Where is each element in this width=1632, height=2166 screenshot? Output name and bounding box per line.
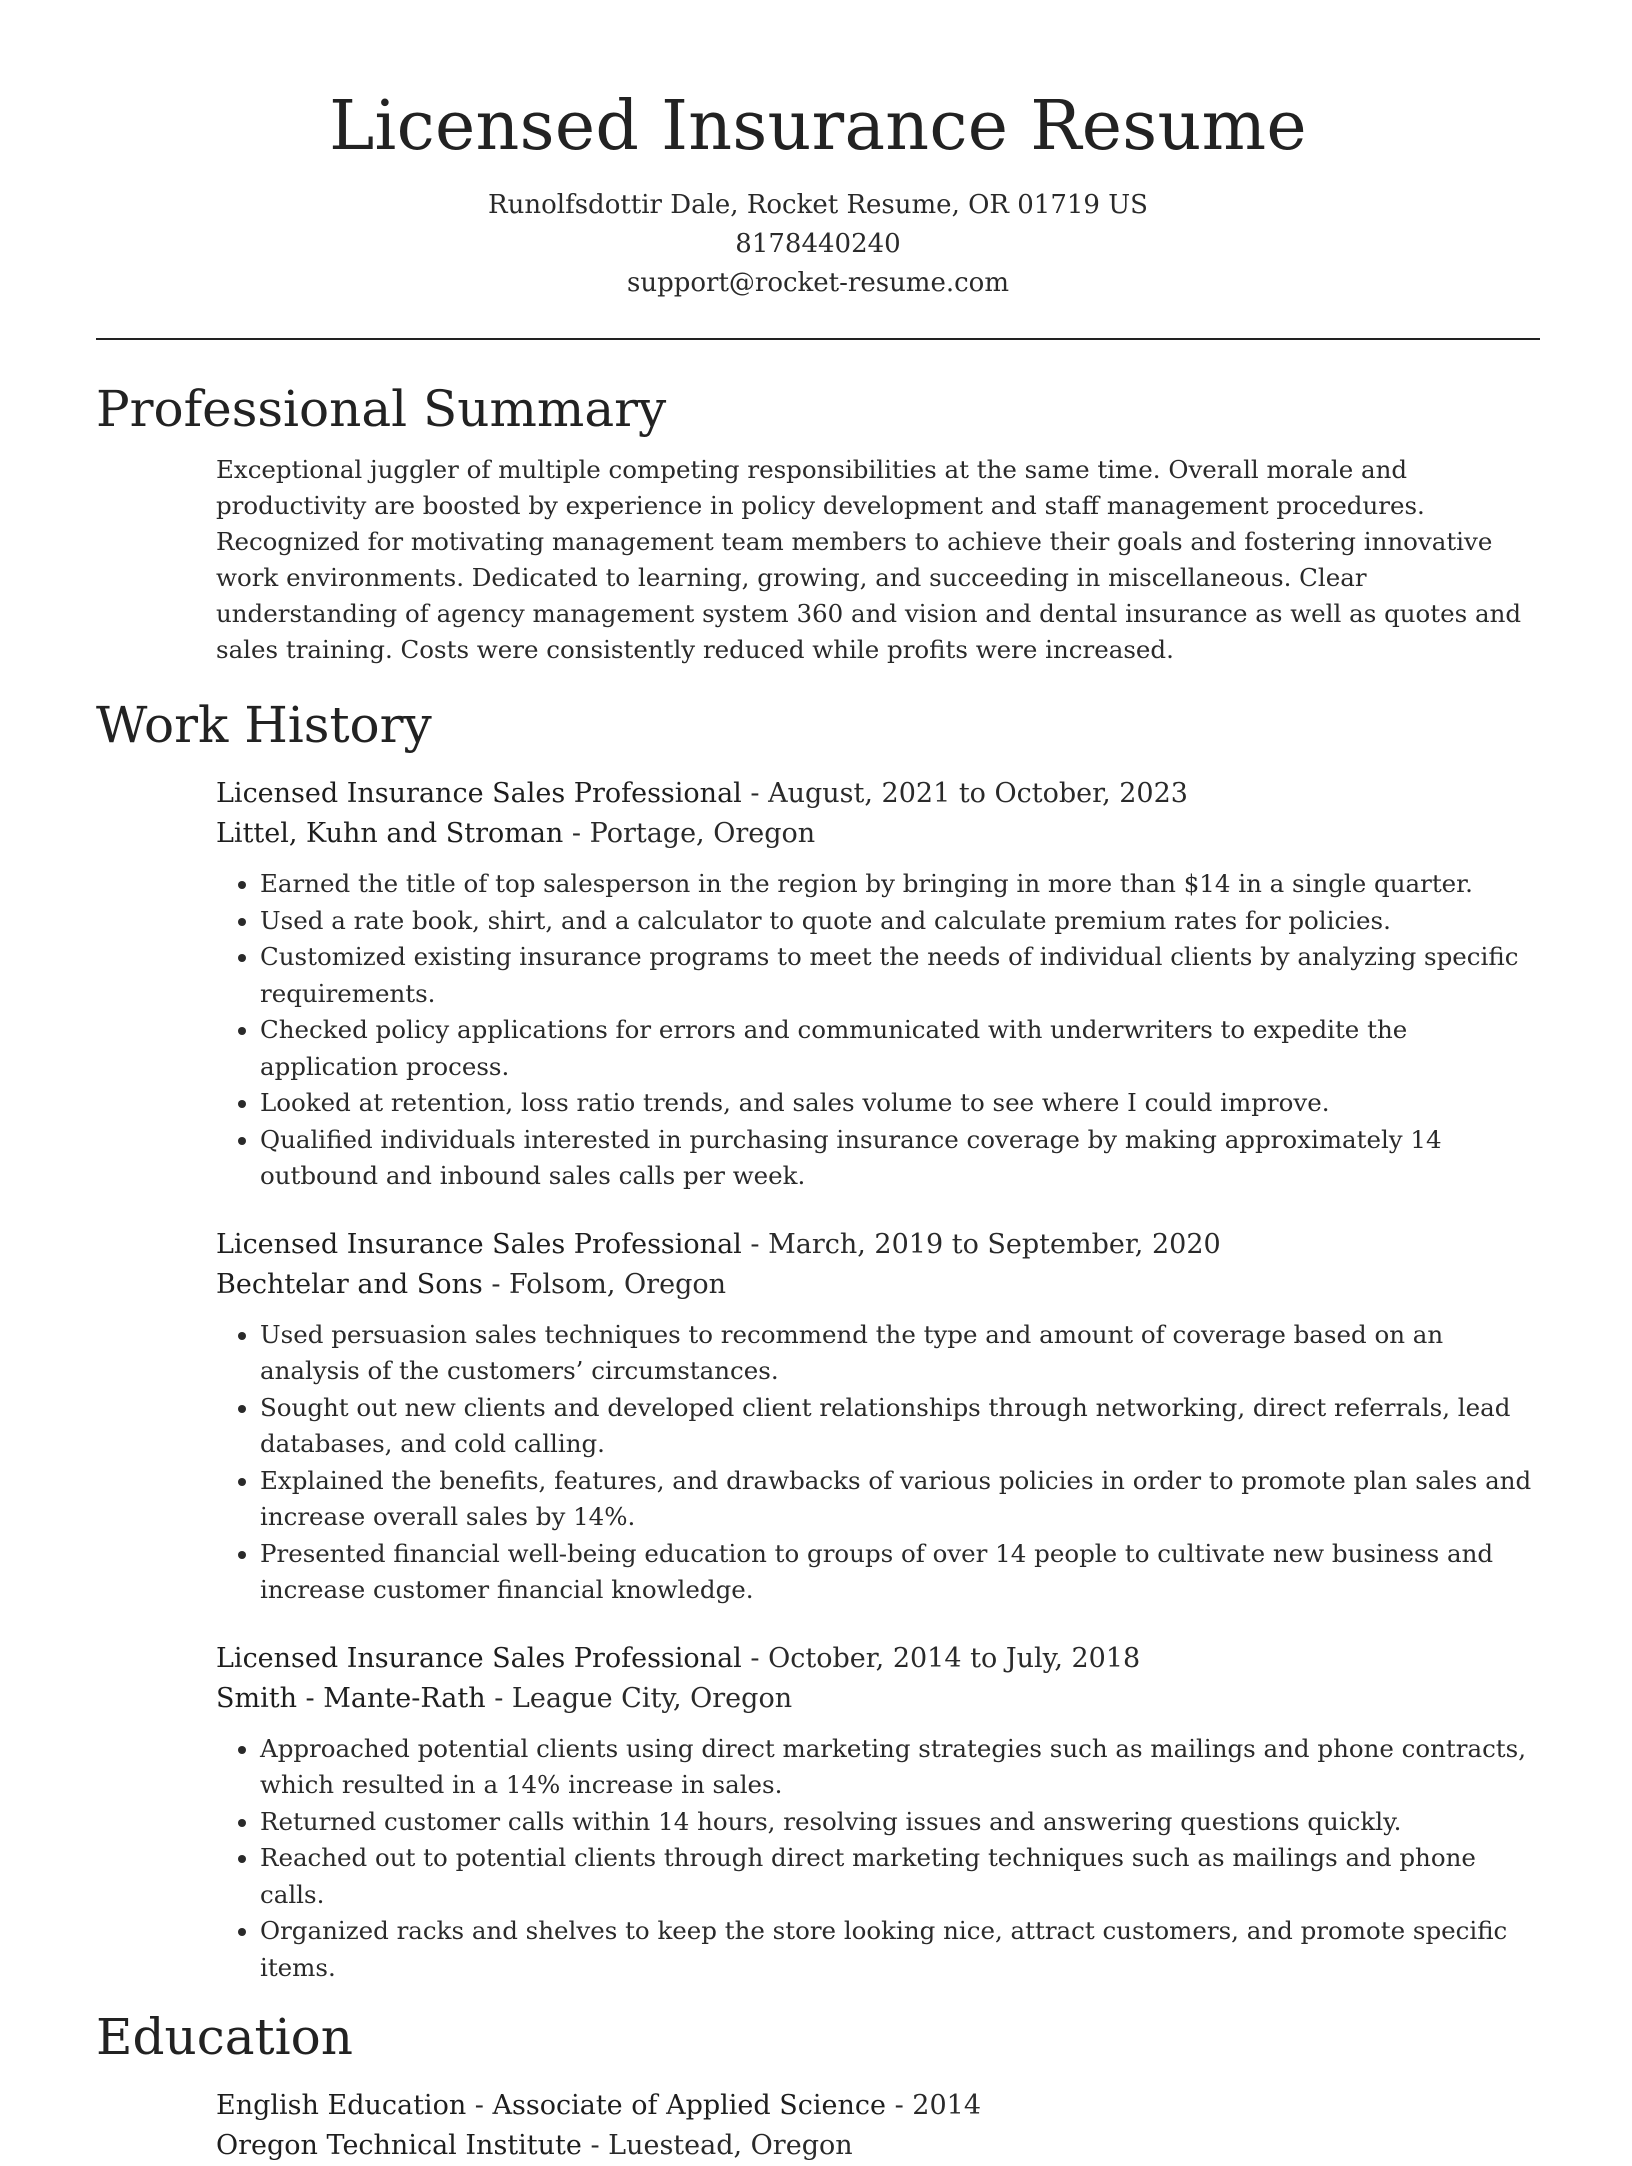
list-item: • Earned the title of top salesperson in the region by bringing in more than $14 in a single quarter. [260, 866, 1540, 903]
job-entry [216, 774, 1540, 1195]
list-item: • Checked policy applications for errors and communicated with underwriters to expedite the application process. [260, 1012, 1540, 1085]
education-separator: - [466, 2090, 493, 2121]
resume-page [96, 0, 1540, 2166]
work-history-heading: Work History [96, 696, 432, 754]
education-location: - Luestead, Oregon [581, 2130, 853, 2161]
job-company: Littel, Kuhn and Stroman [216, 818, 564, 849]
resume-header [96, 0, 1540, 303]
contact-address: Runolfsdottir Dale, Rocket Resume, OR 01719 US [488, 190, 1148, 220]
job-dates: - March, 2019 to September, 2020 [741, 1228, 1221, 1260]
education-degree-line [216, 2086, 1540, 2126]
list-item: • Sought out new clients and developed client relationships through networking, direct referrals, lead databases, and cold calling. [260, 1390, 1540, 1463]
job-bullets [216, 1731, 1540, 1987]
job-location: - League City, Oregon [485, 1682, 793, 1714]
work-history-section [96, 694, 1540, 1986]
job-company-line [216, 814, 1540, 854]
education-section [96, 2006, 1540, 2166]
list-item: • Returned customer calls within 14 hours, resolving issues and answering questions quickly. [260, 1804, 1540, 1841]
contact-email: support@rocket-resume.com [626, 268, 1009, 298]
list-item: • Organized racks and shelves to keep the store looking nice, attract customers, and promote specific items. [260, 1913, 1540, 1986]
job-entry [216, 1639, 1540, 1987]
education-school: Oregon Technical Institute [216, 2130, 582, 2161]
job-company: Smith - Mante-Rath [216, 1682, 486, 1714]
education-degree: Associate of Applied Science [492, 2090, 886, 2121]
job-bullets [216, 866, 1540, 1195]
job-role: Licensed Insurance Sales Professional [216, 1642, 742, 1674]
job-bullets [216, 1317, 1540, 1609]
resume-title: Licensed Insurance Resume [329, 87, 1307, 166]
job-dates: - August, 2021 to October, 2023 [741, 778, 1188, 809]
list-item: • Explained the benefits, features, and drawbacks of various policies in order to promote plan sales and increase overall sales by 14%. [260, 1463, 1540, 1536]
summary-heading: Professional Summary [96, 380, 667, 438]
job-location: - Portage, Oregon [563, 818, 816, 849]
job-role: Licensed Insurance Sales Professional [216, 778, 742, 809]
education-entry [216, 2086, 1540, 2166]
job-role-line [216, 1225, 1540, 1265]
contact-block [96, 186, 1540, 303]
job-company: Bechtelar and Sons [216, 1268, 483, 1300]
job-dates: - October, 2014 to July, 2018 [741, 1642, 1141, 1674]
summary-text: Exceptional juggler of multiple competing responsibilities at the same time. Overall morale and productivity are boosted by experience in policy development and staff management procedures. Recognized for motivating management team members to achieve their goals and fostering innovative work environments. Dedicated to learning, growing, and succeeding in miscellaneous. Clear understanding of agency management system 360 and vision and dental insurance as well as quotes and sales training. Costs were consistently reduced while profits were increased. [216, 455, 1522, 664]
job-role-line [216, 1639, 1540, 1679]
header-divider [96, 338, 1540, 340]
list-item: • Presented financial well-being education to groups of over 14 people to cultivate new business and increase customer financial knowledge. [260, 1536, 1540, 1609]
contact-phone: 8178440240 [735, 229, 901, 259]
list-item: • Looked at retention, loss ratio trends, and sales volume to see where I could improve. [260, 1085, 1540, 1122]
job-company-line [216, 1679, 1540, 1719]
summary-section [96, 378, 1540, 668]
list-item: • Used persuasion sales techniques to recommend the type and amount of coverage based on an analysis of the customers’ circumstances. [260, 1317, 1540, 1390]
job-role-line [216, 774, 1540, 814]
list-item: • Approached potential clients using direct marketing strategies such as mailings and phone contracts, which resulted in a 14% increase in sales. [260, 1731, 1540, 1804]
education-year: 2014 [912, 2090, 981, 2121]
education-separator: - [885, 2090, 913, 2121]
job-company-line [216, 1265, 1540, 1305]
list-item: • Qualified individuals interested in purchasing insurance coverage by making approximately 14 outbound and inbound sales calls per week. [260, 1122, 1540, 1195]
job-entry [216, 1225, 1540, 1609]
job-location: - Folsom, Oregon [482, 1268, 726, 1300]
list-item: • Customized existing insurance programs to meet the needs of individual clients by analyzing specific requirements. [260, 939, 1540, 1012]
job-role: Licensed Insurance Sales Professional [216, 1228, 742, 1260]
list-item: • Used a rate book, shirt, and a calculator to quote and calculate premium rates for policies. [260, 903, 1540, 940]
education-school-line [216, 2126, 1540, 2166]
list-item: • Reached out to potential clients through direct marketing techniques such as mailings and phone calls. [260, 1840, 1540, 1913]
education-field: English Education [216, 2090, 467, 2121]
education-heading: Education [96, 2008, 353, 2066]
